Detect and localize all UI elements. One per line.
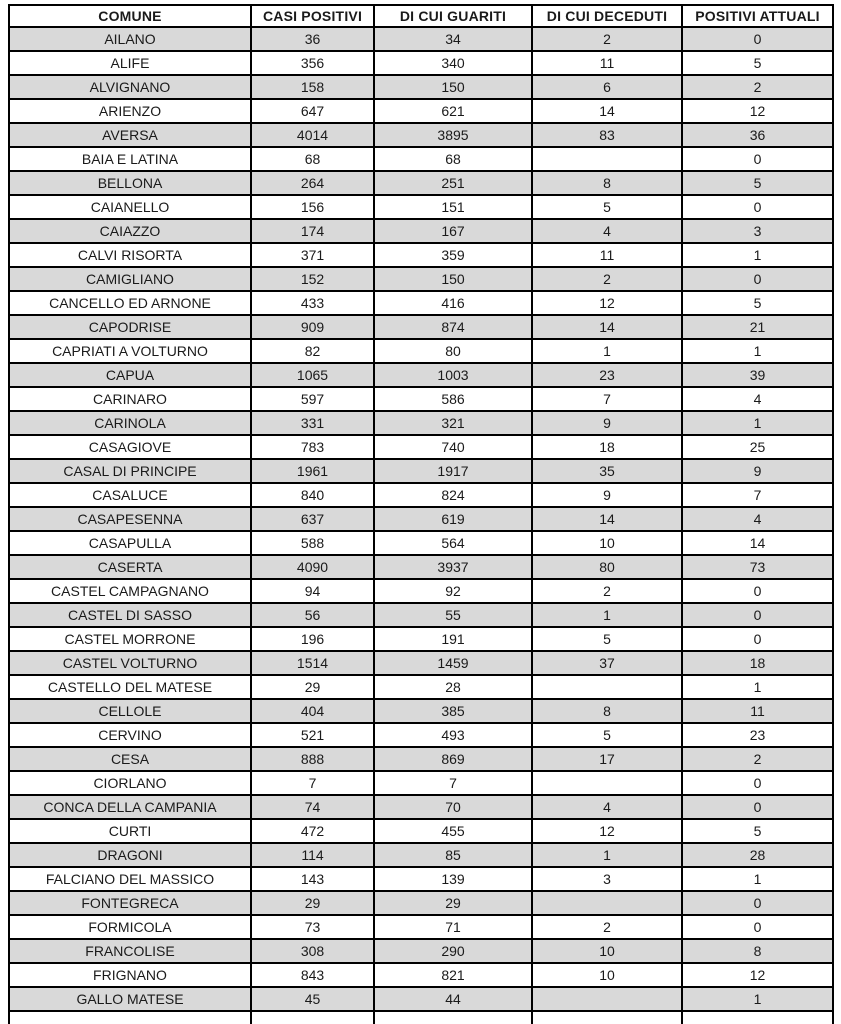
cell-comune: CASAGIOVE xyxy=(9,435,251,459)
cell-positivi-attuali: 9 xyxy=(682,459,833,483)
cell-casi-positivi: 1961 xyxy=(251,459,374,483)
cell-positivi-attuali: 0 xyxy=(682,771,833,795)
cell-comune: BAIA E LATINA xyxy=(9,147,251,171)
cell-casi-positivi: 308 xyxy=(251,939,374,963)
cell-positivi-attuali: 1 xyxy=(682,867,833,891)
cell-positivi-attuali: 21 xyxy=(682,315,833,339)
cell-di-cui-guariti: 3895 xyxy=(374,123,532,147)
table-row xyxy=(9,651,833,675)
cell-positivi-attuali: 0 xyxy=(682,603,833,627)
table-row xyxy=(9,435,833,459)
table-row xyxy=(9,315,833,339)
cell-casi-positivi: 156 xyxy=(251,195,374,219)
cell-positivi-attuali: 0 xyxy=(682,915,833,939)
cell-positivi-attuali: 0 xyxy=(682,627,833,651)
table-row xyxy=(9,51,833,75)
cell-casi-positivi: 114 xyxy=(251,843,374,867)
cell-di-cui-deceduti: 1 xyxy=(532,843,682,867)
cell-positivi-attuali: 0 xyxy=(682,27,833,51)
cell-comune: CASTEL CAMPAGNANO xyxy=(9,579,251,603)
cell-di-cui-guariti: 455 xyxy=(374,819,532,843)
cell-casi-positivi: 843 xyxy=(251,963,374,987)
cell-di-cui-deceduti xyxy=(532,987,682,1011)
cell-di-cui-deceduti: 83 xyxy=(532,123,682,147)
cell-di-cui-guariti: 290 xyxy=(374,939,532,963)
cell-di-cui-deceduti: 2 xyxy=(532,915,682,939)
cell-di-cui-deceduti: 10 xyxy=(532,963,682,987)
table-row xyxy=(9,987,833,1011)
table-row xyxy=(9,483,833,507)
cell-comune: CAPODRISE xyxy=(9,315,251,339)
table-row xyxy=(9,843,833,867)
cell-comune: CAIAZZO xyxy=(9,219,251,243)
table-row xyxy=(9,507,833,531)
cell-di-cui-deceduti: 4 xyxy=(532,795,682,819)
cell-di-cui-guariti: 80 xyxy=(374,339,532,363)
table-row xyxy=(9,963,833,987)
cell-positivi-attuali: 12 xyxy=(682,963,833,987)
cell-casi-positivi xyxy=(251,1011,374,1024)
cell-di-cui-guariti: 1459 xyxy=(374,651,532,675)
table-row xyxy=(9,291,833,315)
cell-di-cui-guariti: 191 xyxy=(374,627,532,651)
header-casi-positivi: CASI POSITIVI xyxy=(251,5,374,27)
cell-comune: CASTELLO DEL MATESE xyxy=(9,675,251,699)
cell-casi-positivi: 74 xyxy=(251,795,374,819)
cell-di-cui-deceduti: 11 xyxy=(532,243,682,267)
cell-di-cui-deceduti xyxy=(532,771,682,795)
cell-di-cui-guariti: 824 xyxy=(374,483,532,507)
cell-di-cui-deceduti: 37 xyxy=(532,651,682,675)
cell-di-cui-guariti: 150 xyxy=(374,267,532,291)
cell-casi-positivi: 404 xyxy=(251,699,374,723)
header-comune: COMUNE xyxy=(9,5,251,27)
cell-comune: CASTEL VOLTURNO xyxy=(9,651,251,675)
cell-di-cui-guariti: 416 xyxy=(374,291,532,315)
cell-casi-positivi: 56 xyxy=(251,603,374,627)
cell-di-cui-guariti: 740 xyxy=(374,435,532,459)
cell-casi-positivi: 45 xyxy=(251,987,374,1011)
cell-comune: CASALUCE xyxy=(9,483,251,507)
header-positivi-attuali: POSITIVI ATTUALI xyxy=(682,5,833,27)
cell-comune: ALIFE xyxy=(9,51,251,75)
cell-di-cui-guariti: 493 xyxy=(374,723,532,747)
cell-comune: CASAPESENNA xyxy=(9,507,251,531)
cell-positivi-attuali: 1 xyxy=(682,411,833,435)
cell-casi-positivi: 82 xyxy=(251,339,374,363)
header-di-cui-deceduti: DI CUI DECEDUTI xyxy=(532,5,682,27)
cell-casi-positivi: 196 xyxy=(251,627,374,651)
table-body xyxy=(9,27,833,1024)
cell-positivi-attuali: 0 xyxy=(682,891,833,915)
cell-positivi-attuali: 4 xyxy=(682,387,833,411)
cell-positivi-attuali: 0 xyxy=(682,795,833,819)
cell-positivi-attuali: 5 xyxy=(682,171,833,195)
table-row xyxy=(9,723,833,747)
cell-di-cui-deceduti xyxy=(532,1011,682,1024)
cell-positivi-attuali: 5 xyxy=(682,291,833,315)
cell-comune: FORMICOLA xyxy=(9,915,251,939)
table-row xyxy=(9,27,833,51)
cell-di-cui-guariti: 3937 xyxy=(374,555,532,579)
table-row xyxy=(9,387,833,411)
cell-di-cui-deceduti: 17 xyxy=(532,747,682,771)
table-row xyxy=(9,531,833,555)
cell-comune: CESA xyxy=(9,747,251,771)
cell-di-cui-guariti: 68 xyxy=(374,147,532,171)
cell-di-cui-deceduti: 11 xyxy=(532,51,682,75)
cell-di-cui-deceduti xyxy=(532,147,682,171)
cell-di-cui-deceduti: 12 xyxy=(532,819,682,843)
cell-di-cui-deceduti xyxy=(532,675,682,699)
cell-comune: BELLONA xyxy=(9,171,251,195)
cell-di-cui-guariti: 28 xyxy=(374,675,532,699)
cell-di-cui-guariti: 167 xyxy=(374,219,532,243)
cell-di-cui-deceduti: 9 xyxy=(532,411,682,435)
cell-positivi-attuali: 28 xyxy=(682,843,833,867)
cell-casi-positivi: 433 xyxy=(251,291,374,315)
cell-di-cui-deceduti: 6 xyxy=(532,75,682,99)
cell-comune: AILANO xyxy=(9,27,251,51)
cell-casi-positivi: 371 xyxy=(251,243,374,267)
cell-casi-positivi: 73 xyxy=(251,915,374,939)
cell-di-cui-guariti: 1003 xyxy=(374,363,532,387)
table-row xyxy=(9,243,833,267)
cell-comune: CERVINO xyxy=(9,723,251,747)
cell-casi-positivi: 94 xyxy=(251,579,374,603)
cell-comune xyxy=(9,1011,251,1024)
cell-comune: CASTEL MORRONE xyxy=(9,627,251,651)
cell-di-cui-guariti: 340 xyxy=(374,51,532,75)
cell-comune: CAMIGLIANO xyxy=(9,267,251,291)
cell-comune: CURTI xyxy=(9,819,251,843)
cell-di-cui-deceduti: 14 xyxy=(532,99,682,123)
cell-positivi-attuali: 8 xyxy=(682,939,833,963)
cell-di-cui-guariti: 139 xyxy=(374,867,532,891)
table-row xyxy=(9,267,833,291)
cell-di-cui-deceduti: 35 xyxy=(532,459,682,483)
cell-positivi-attuali: 25 xyxy=(682,435,833,459)
cell-di-cui-guariti: 7 xyxy=(374,771,532,795)
cell-comune: CALVI RISORTA xyxy=(9,243,251,267)
table-row xyxy=(9,915,833,939)
cell-comune: FONTEGRECA xyxy=(9,891,251,915)
table-row xyxy=(9,939,833,963)
cell-casi-positivi: 588 xyxy=(251,531,374,555)
table-row xyxy=(9,627,833,651)
cell-di-cui-deceduti: 18 xyxy=(532,435,682,459)
cell-casi-positivi: 29 xyxy=(251,891,374,915)
covid-comune-table xyxy=(8,4,834,1024)
cell-positivi-attuali: 12 xyxy=(682,99,833,123)
table-row xyxy=(9,171,833,195)
cell-casi-positivi: 597 xyxy=(251,387,374,411)
cell-di-cui-deceduti: 2 xyxy=(532,27,682,51)
cell-comune: ARIENZO xyxy=(9,99,251,123)
cell-comune: FALCIANO DEL MASSICO xyxy=(9,867,251,891)
cell-di-cui-deceduti: 14 xyxy=(532,315,682,339)
cell-di-cui-guariti: 619 xyxy=(374,507,532,531)
cell-casi-positivi: 521 xyxy=(251,723,374,747)
cell-comune: ALVIGNANO xyxy=(9,75,251,99)
cell-di-cui-guariti: 150 xyxy=(374,75,532,99)
table-row xyxy=(9,147,833,171)
cell-di-cui-deceduti: 7 xyxy=(532,387,682,411)
cell-comune: CAPUA xyxy=(9,363,251,387)
cell-positivi-attuali: 23 xyxy=(682,723,833,747)
cell-di-cui-guariti: 1917 xyxy=(374,459,532,483)
table-row xyxy=(9,867,833,891)
cell-di-cui-deceduti xyxy=(532,891,682,915)
cell-casi-positivi: 152 xyxy=(251,267,374,291)
cell-casi-positivi: 4014 xyxy=(251,123,374,147)
cell-casi-positivi: 4090 xyxy=(251,555,374,579)
cell-comune: AVERSA xyxy=(9,123,251,147)
cell-di-cui-guariti: 85 xyxy=(374,843,532,867)
cell-di-cui-deceduti: 12 xyxy=(532,291,682,315)
header-di-cui-guariti: DI CUI GUARITI xyxy=(374,5,532,27)
cell-comune: CIORLANO xyxy=(9,771,251,795)
cell-comune: CAIANELLO xyxy=(9,195,251,219)
cell-casi-positivi: 888 xyxy=(251,747,374,771)
cell-positivi-attuali xyxy=(682,1011,833,1024)
cell-positivi-attuali: 2 xyxy=(682,747,833,771)
cell-casi-positivi: 1065 xyxy=(251,363,374,387)
cell-comune: CELLOLE xyxy=(9,699,251,723)
cell-di-cui-guariti: 70 xyxy=(374,795,532,819)
cell-positivi-attuali: 2 xyxy=(682,75,833,99)
cell-positivi-attuali: 39 xyxy=(682,363,833,387)
cell-positivi-attuali: 7 xyxy=(682,483,833,507)
cell-positivi-attuali: 73 xyxy=(682,555,833,579)
cell-positivi-attuali: 0 xyxy=(682,579,833,603)
cell-di-cui-guariti: 44 xyxy=(374,987,532,1011)
cell-positivi-attuali: 1 xyxy=(682,675,833,699)
cell-comune: CAPRIATI A VOLTURNO xyxy=(9,339,251,363)
table-row xyxy=(9,819,833,843)
cell-di-cui-guariti: 34 xyxy=(374,27,532,51)
cell-casi-positivi: 7 xyxy=(251,771,374,795)
cell-di-cui-deceduti: 5 xyxy=(532,627,682,651)
cell-casi-positivi: 356 xyxy=(251,51,374,75)
cell-comune: CONCA DELLA CAMPANIA xyxy=(9,795,251,819)
cell-comune: CARINOLA xyxy=(9,411,251,435)
cell-di-cui-guariti: 821 xyxy=(374,963,532,987)
cell-di-cui-deceduti: 2 xyxy=(532,267,682,291)
cell-di-cui-deceduti: 10 xyxy=(532,531,682,555)
cell-comune: CANCELLO ED ARNONE xyxy=(9,291,251,315)
cell-positivi-attuali: 36 xyxy=(682,123,833,147)
table-row xyxy=(9,795,833,819)
cell-di-cui-deceduti: 3 xyxy=(532,867,682,891)
cell-positivi-attuali: 4 xyxy=(682,507,833,531)
table-row xyxy=(9,579,833,603)
cell-comune: CASAPULLA xyxy=(9,531,251,555)
cell-di-cui-deceduti: 1 xyxy=(532,603,682,627)
cell-casi-positivi: 647 xyxy=(251,99,374,123)
cell-di-cui-guariti: 251 xyxy=(374,171,532,195)
cell-casi-positivi: 264 xyxy=(251,171,374,195)
cell-casi-positivi: 36 xyxy=(251,27,374,51)
cell-di-cui-deceduti: 5 xyxy=(532,723,682,747)
cell-casi-positivi: 783 xyxy=(251,435,374,459)
cell-di-cui-deceduti: 9 xyxy=(532,483,682,507)
cell-comune: CARINARO xyxy=(9,387,251,411)
cell-casi-positivi: 158 xyxy=(251,75,374,99)
cell-di-cui-guariti: 874 xyxy=(374,315,532,339)
cell-casi-positivi: 29 xyxy=(251,675,374,699)
cell-di-cui-guariti: 564 xyxy=(374,531,532,555)
cell-positivi-attuali: 1 xyxy=(682,339,833,363)
cell-di-cui-deceduti: 2 xyxy=(532,579,682,603)
table-row xyxy=(9,363,833,387)
cell-casi-positivi: 1514 xyxy=(251,651,374,675)
cell-di-cui-deceduti: 10 xyxy=(532,939,682,963)
cell-positivi-attuali: 14 xyxy=(682,531,833,555)
cell-di-cui-deceduti: 4 xyxy=(532,219,682,243)
cell-positivi-attuali: 5 xyxy=(682,819,833,843)
cell-positivi-attuali: 0 xyxy=(682,267,833,291)
cell-di-cui-deceduti: 8 xyxy=(532,699,682,723)
table-row xyxy=(9,555,833,579)
cell-di-cui-guariti: 151 xyxy=(374,195,532,219)
cell-di-cui-deceduti: 14 xyxy=(532,507,682,531)
cell-casi-positivi: 472 xyxy=(251,819,374,843)
table-row xyxy=(9,771,833,795)
table-row xyxy=(9,891,833,915)
cell-di-cui-guariti: 586 xyxy=(374,387,532,411)
cell-positivi-attuali: 1 xyxy=(682,987,833,1011)
cell-comune: CASAL DI PRINCIPE xyxy=(9,459,251,483)
cell-casi-positivi: 143 xyxy=(251,867,374,891)
cell-casi-positivi: 909 xyxy=(251,315,374,339)
cell-di-cui-guariti: 321 xyxy=(374,411,532,435)
cell-casi-positivi: 331 xyxy=(251,411,374,435)
table-row xyxy=(9,219,833,243)
cell-casi-positivi: 840 xyxy=(251,483,374,507)
table-row xyxy=(9,603,833,627)
cell-di-cui-deceduti: 23 xyxy=(532,363,682,387)
cell-di-cui-guariti: 92 xyxy=(374,579,532,603)
cell-di-cui-deceduti: 8 xyxy=(532,171,682,195)
cell-di-cui-guariti: 71 xyxy=(374,915,532,939)
header-row xyxy=(9,5,833,27)
cell-positivi-attuali: 0 xyxy=(682,147,833,171)
cell-casi-positivi: 637 xyxy=(251,507,374,531)
partial-row xyxy=(9,1011,833,1024)
cell-di-cui-deceduti: 80 xyxy=(532,555,682,579)
table-row xyxy=(9,747,833,771)
table-row xyxy=(9,99,833,123)
cell-comune: FRIGNANO xyxy=(9,963,251,987)
cell-comune: GALLO MATESE xyxy=(9,987,251,1011)
cell-di-cui-guariti: 55 xyxy=(374,603,532,627)
cell-positivi-attuali: 18 xyxy=(682,651,833,675)
table-row xyxy=(9,699,833,723)
cell-di-cui-deceduti: 1 xyxy=(532,339,682,363)
cell-casi-positivi: 174 xyxy=(251,219,374,243)
cell-di-cui-guariti: 869 xyxy=(374,747,532,771)
cell-di-cui-guariti xyxy=(374,1011,532,1024)
cell-casi-positivi: 68 xyxy=(251,147,374,171)
cell-comune: FRANCOLISE xyxy=(9,939,251,963)
table-row xyxy=(9,75,833,99)
cell-positivi-attuali: 0 xyxy=(682,195,833,219)
cell-di-cui-guariti: 385 xyxy=(374,699,532,723)
cell-di-cui-deceduti: 5 xyxy=(532,195,682,219)
cell-comune: CASERTA xyxy=(9,555,251,579)
table-row xyxy=(9,675,833,699)
cell-positivi-attuali: 5 xyxy=(682,51,833,75)
cell-di-cui-guariti: 359 xyxy=(374,243,532,267)
table-row xyxy=(9,123,833,147)
cell-di-cui-guariti: 29 xyxy=(374,891,532,915)
cell-positivi-attuali: 3 xyxy=(682,219,833,243)
table-row xyxy=(9,195,833,219)
cell-di-cui-guariti: 621 xyxy=(374,99,532,123)
table-row xyxy=(9,339,833,363)
cell-comune: CASTEL DI SASSO xyxy=(9,603,251,627)
cell-positivi-attuali: 11 xyxy=(682,699,833,723)
cell-comune: DRAGONI xyxy=(9,843,251,867)
table-row xyxy=(9,411,833,435)
cell-positivi-attuali: 1 xyxy=(682,243,833,267)
table-row xyxy=(9,459,833,483)
